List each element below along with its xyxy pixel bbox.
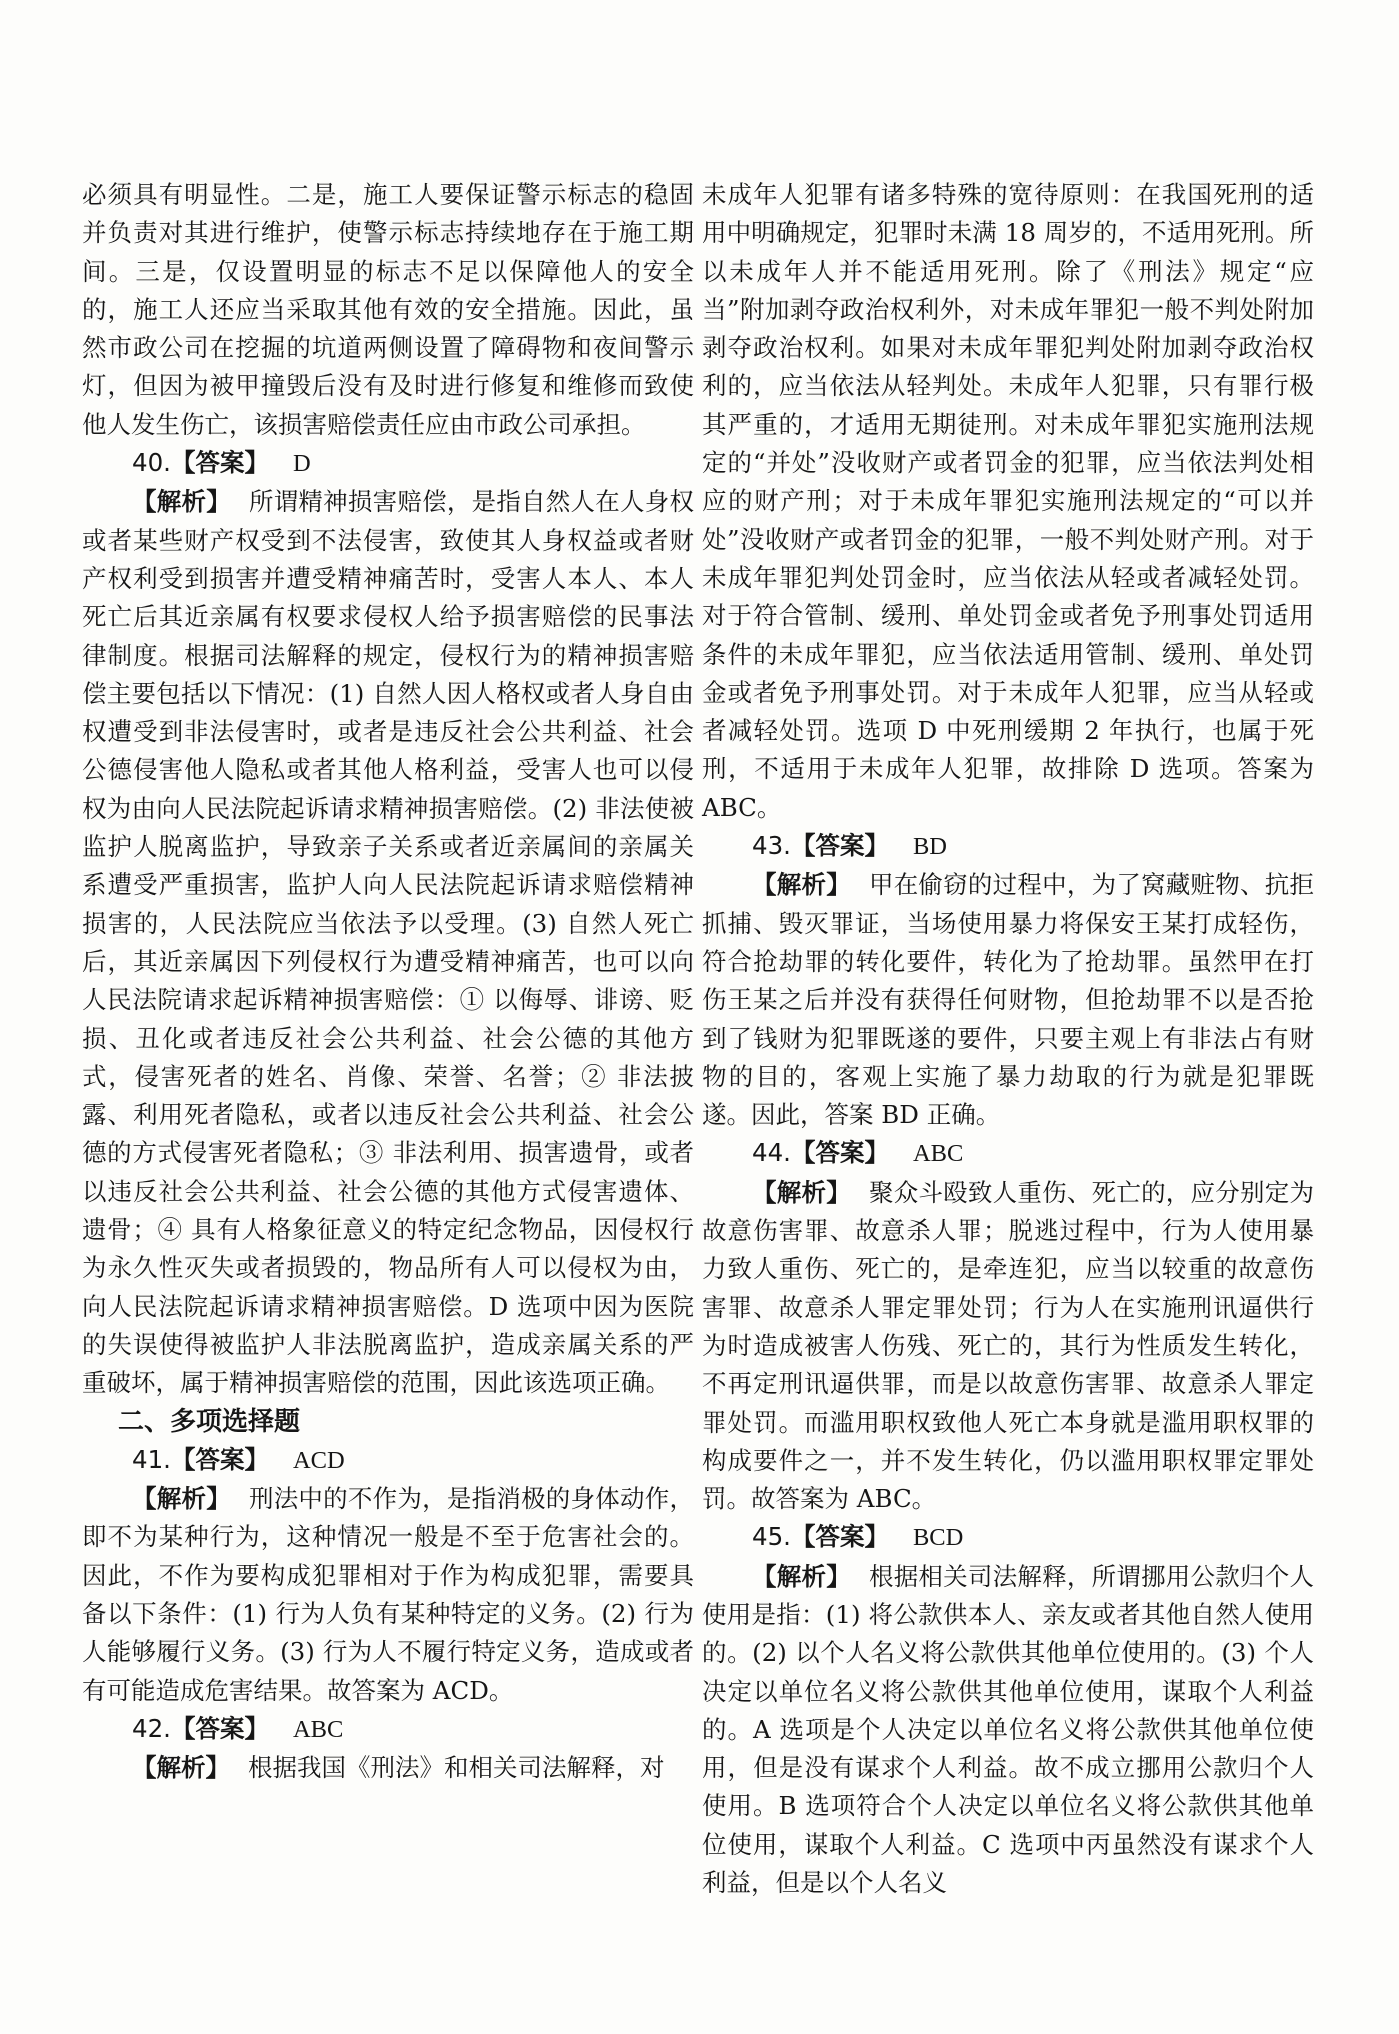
question-number: 43.: [752, 831, 791, 861]
analysis-label: 【解析】: [752, 1561, 851, 1591]
answer-label: 【答案】: [790, 1522, 889, 1552]
analysis-text: 所谓精神损害赔偿，是指自然人在人身权或者某些财产权受到不法侵害，致使其人身权益或者财产权利受到损害并遭受精神痛苦时，受害人本人、本人死亡后其近亲属有权要求侵权人给予损害赔偿的民事法律制度。根据司法解释的规定，侵权行为的精神损害赔偿主要包括以下情况：(1) 自然人因人格权或者人身自由权遭受到非法侵害时，或者是违反社会公共利益、社会公德侵害他人隐私或者其他人格利益，受害人也可以侵权为由向人民法院起诉请求精神损害赔偿。(2) 非法使被监护人脱离监护，导致亲子关系或者近亲属间的亲属关系遭受严重损害，监护人向人民法院起诉请求赔偿精神损害的，人民法院应当依法予以受理。(3) 自然人死亡后，其近亲属因下列侵权行为遭受精神痛苦，也可以向人民法院请求起诉精神损害赔偿：① 以侮辱、诽谤、贬损、丑化或者违反社会公共利益、社会公德的其他方式，侵害死者的姓名、肖像、荣誉、名誉；② 非法披露、利用死者隐私，或者以违反社会公共利益、社会公德的方式侵害死者隐私；③ 非法利用、损害遗骨，或者以违反社会公共利益、社会公德的其他方式侵害遗体、遗骨；④ 具有人格象征意义的特定纪念物品，因侵权行为永久性灭失或者损毁的，物品所有人可以侵权为由，向人民法院起诉请求精神损害赔偿。D 选项中因为医院的失误使得被监护人非法脱离监护，造成亲属关系的严重破坏，属于精神损害赔偿的范围，因此该选项正确。: [82, 487, 694, 1398]
answer-value: ABC: [912, 1140, 964, 1168]
answer-value: BCD: [912, 1524, 964, 1552]
answer-value: BD: [912, 833, 948, 861]
answer-label: 【答案】: [170, 1713, 269, 1743]
answer-value: ACD: [292, 1446, 345, 1474]
right-column: [702, 176, 1314, 1902]
analysis-text: 刑法中的不作为，是指消极的身体动作，即不为某种行为，这种情况一般是不至于危害社会的。因此，不作为要构成犯罪相对于作为构成犯罪，需要具备以下条件：(1) 行为人负有某种特定的义务。(2) 行为人能够履行义务。(3) 行为人不履行特定义务，造成或者有可能造成危害结果。故答案为 ACD。: [82, 1484, 694, 1705]
answer-43: [702, 827, 1314, 866]
answer-44: [702, 1134, 1314, 1173]
answer-label: 【答案】: [790, 831, 889, 861]
answer-41: [82, 1441, 694, 1480]
answer-label: 【答案】: [790, 1138, 889, 1168]
analysis-label: 【解析】: [752, 1177, 851, 1207]
question-number: 45.: [752, 1522, 791, 1552]
paragraph: 必须具有明显性。二是，施工人要保证警示标志的稳固并负责对其进行维护，使警示标志持续地存在于施工期间。三是，仅设置明显的标志不足以保障他人的安全的，施工人还应当采取其他有效的安全措施。因此，虽然市政公司在挖掘的坑道两侧设置了障碍物和夜间警示灯，但因为被甲撞毁后没有及时进行修复和维修而致使他人发生伤亡，该损害赔偿责任应由市政公司承担。: [82, 180, 694, 439]
answer-label: 【答案】: [170, 448, 269, 478]
answer-value: ABC: [292, 1715, 344, 1743]
analysis-40: [82, 483, 694, 1402]
analysis-text: 根据我国《刑法》和相关司法解释，对: [248, 1753, 665, 1783]
analysis-43: [702, 866, 1314, 1134]
analysis-41: [82, 1480, 694, 1710]
answer-value: D: [292, 450, 311, 478]
analysis-label: 【解析】: [752, 870, 851, 900]
analysis-42: [82, 1749, 694, 1787]
analysis-label: 【解析】: [132, 1484, 231, 1514]
analysis-text: 聚众斗殴致人重伤、死亡的，应分别定为故意伤害罪、故意杀人罪；脱逃过程中，行为人使用暴力致人重伤、死亡的，是牵连犯，应当以较重的故意伤害罪、故意杀人罪定罪处罚；行为人在实施刑讯逼供行为时造成被害人伤残、死亡的，其行为性质发生转化，不再定刑讯逼供罪，而是以故意伤害罪、故意杀人罪定罪处罚。而滥用职权致他人死亡本身就是滥用职权罪的构成要件之一，并不发生转化，仍以滥用职权罪定罪处罚。故答案为 ABC。: [702, 1177, 1314, 1514]
analysis-label: 【解析】: [132, 1753, 230, 1783]
analysis-text: 根据相关司法解释，所谓挪用公款归个人使用是指：(1) 将公款供本人、亲友或者其他自然人使用的。(2) 以个人名义将公款供其他单位使用的。(3) 个人决定以单位名义将公款供其他单位使用，谋取个人利益的。A 选项是个人决定以单位名义将公款供其他单位使用，但是没有谋求个人利益。故不成立挪用公款归个人使用。B 选项符合个人决定以单位名义将公款供其他单位使用，谋取个人利益。C 选项中丙虽然没有谋求个人利益，但是以个人名义: [702, 1561, 1314, 1898]
answer-40: [82, 444, 694, 483]
paragraph: 未成年人犯罪有诸多特殊的宽待原则：在我国死刑的适用中明确规定，犯罪时未满 18 周岁的，不适用死刑。所以未成年人并不能适用死刑。除了《刑法》规定“应当”附加剥夺政治权利外，对未成年罪犯一般不判处附加剥夺政治权利。如果对未成年罪犯判处附加剥夺政治权利的，应当依法从轻判处。未成年人犯罪，只有罪行极其严重的，才适用无期徒刑。对未成年罪犯实施刑法规定的“并处”没收财产或者罚金的犯罪，应当依法判处相应的财产刑；对于未成年罪犯实施刑法规定的“可以并处”没收财产或者罚金的犯罪，一般不判处财产刑。对于未成年罪犯判处罚金时，应当依法从轻或者减轻处罚。对于符合管制、缓刑、单处罚金或者免予刑事处罚适用条件的未成年罪犯，应当依法适用管制、缓刑、单处罚金或者免予刑事处罚。对于未成年人犯罪，应当从轻或者减轻处罚。选项 D 中死刑缓期 2 年执行，也属于死刑，不适用于未成年人犯罪，故排除 D 选项。答案为 ABC。: [702, 180, 1314, 822]
analysis-text: 甲在偷窃的过程中，为了窝藏赃物、抗拒抓捕、毁灭罪证，当场使用暴力将保安王某打成轻伤，符合抢劫罪的转化要件，转化为了抢劫罪。虽然甲在打伤王某之后并没有获得任何财物，但抢劫罪不以是否抢到了钱财为犯罪既遂的要件，只要主观上有非法占有财物的目的，客观上实施了暴力劫取的行为就是犯罪既遂。因此，答案 BD 正确。: [702, 870, 1314, 1130]
analysis-label: 【解析】: [132, 487, 231, 517]
question-number: 40.: [132, 448, 171, 478]
question-number: 41.: [132, 1444, 171, 1474]
section-heading: 二、多项选择题: [118, 1406, 301, 1437]
question-number: 44.: [752, 1138, 791, 1168]
analysis-45: [702, 1558, 1314, 1903]
question-number: 42.: [132, 1713, 171, 1743]
left-column: [82, 176, 694, 1787]
answer-45: [702, 1518, 1314, 1557]
answer-42: [82, 1710, 694, 1749]
answer-label: 【答案】: [170, 1444, 269, 1474]
analysis-44: [702, 1174, 1314, 1519]
